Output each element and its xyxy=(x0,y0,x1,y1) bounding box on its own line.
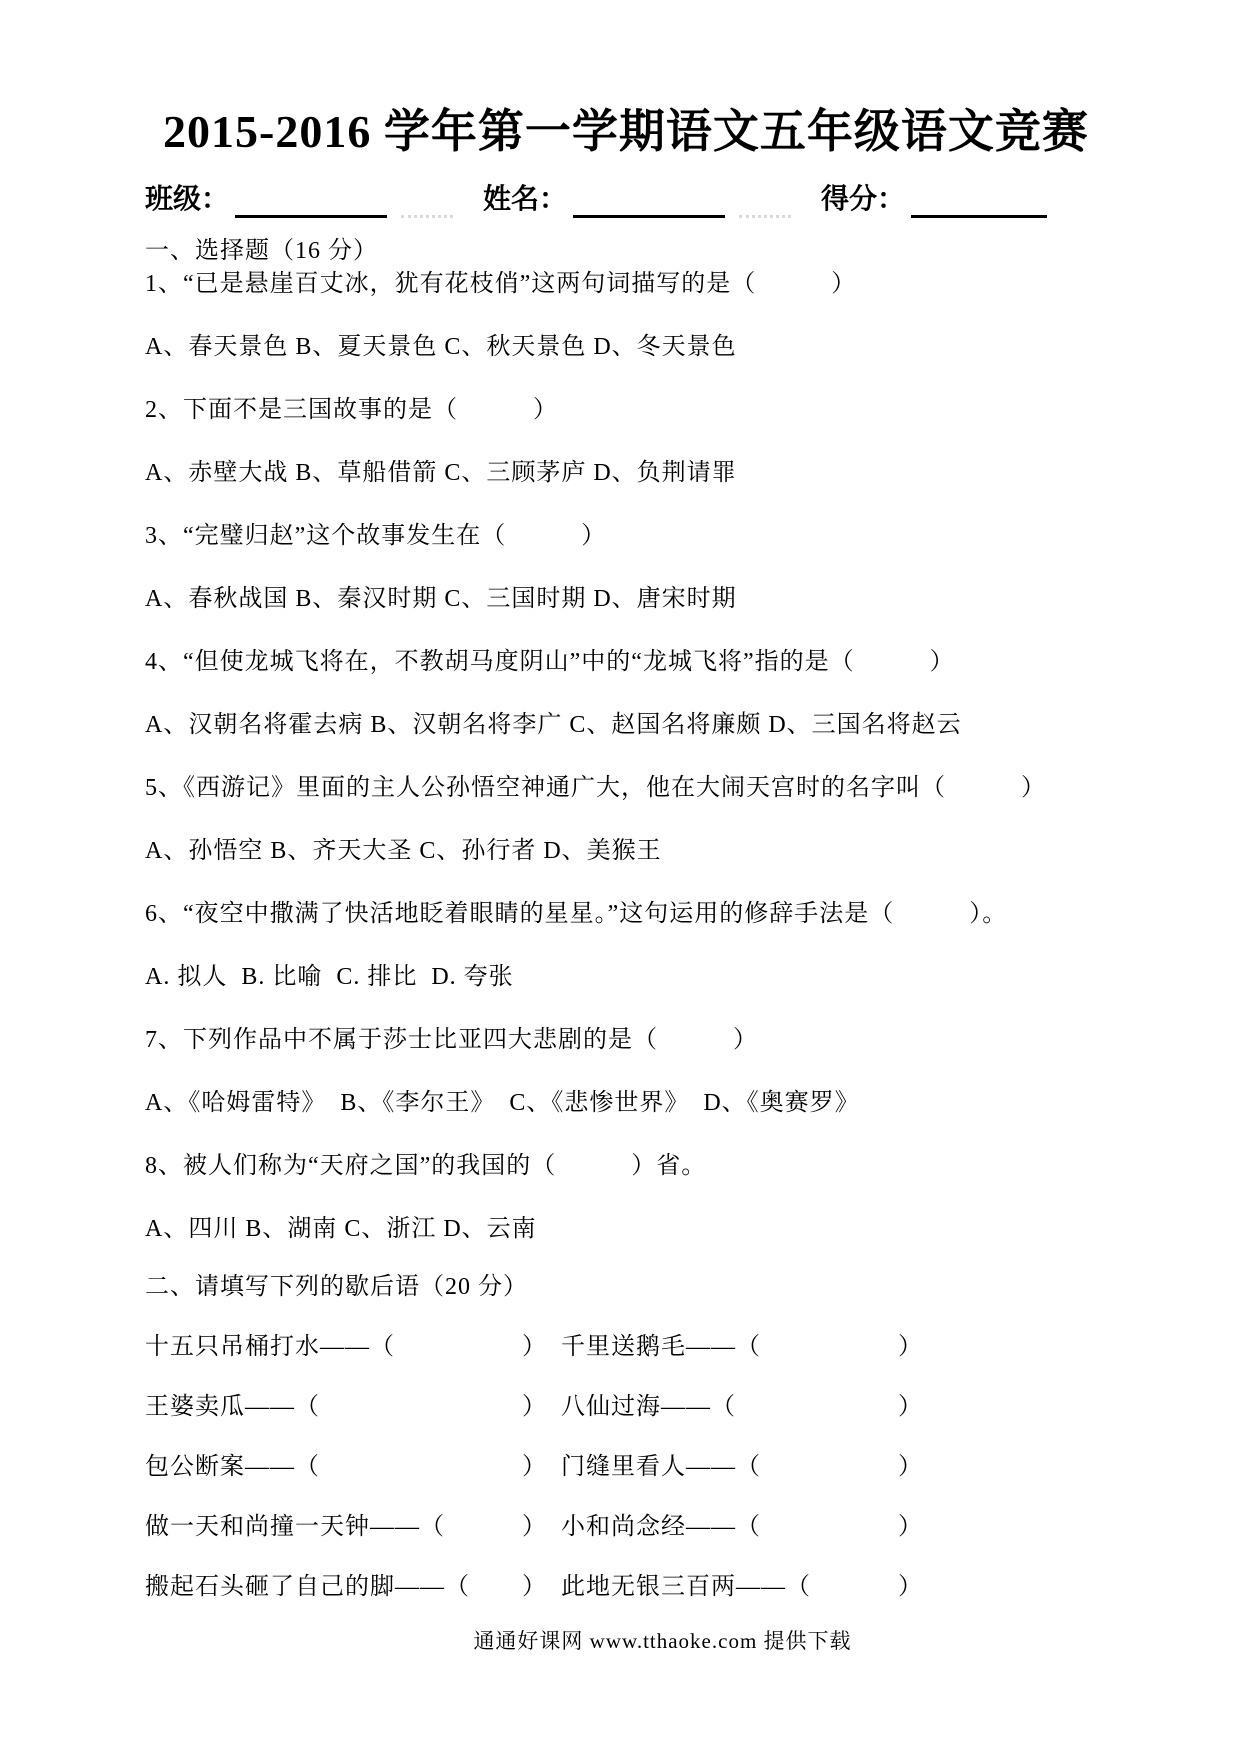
riddle-item xyxy=(145,1512,547,1542)
question-3-options: A、春秋战国 B、秦汉时期 C、三国时期 D、唐宋时期 xyxy=(145,586,737,612)
name-blank-line xyxy=(573,185,725,218)
riddle-item xyxy=(561,1512,923,1542)
riddle-item xyxy=(561,1572,923,1602)
question-4-options: A、汉朝名将霍去病 B、汉朝名将李广 C、赵国名将廉颇 D、三国名将赵云 xyxy=(145,712,962,738)
riddle-row-1 xyxy=(145,1332,1180,1362)
question-8-options: A、四川 B、湖南 C、浙江 D、云南 xyxy=(145,1216,537,1242)
question-2-text: 2、下面不是三国故事的是（ ） xyxy=(145,397,558,423)
riddle-row-3 xyxy=(145,1452,1180,1482)
riddle-item xyxy=(561,1452,923,1482)
question-6-text: 6、“夜空中撒满了快活地眨着眼睛的星星。”这句运用的修辞手法是（ ）。 xyxy=(145,901,1008,927)
riddle-close-paren: ） xyxy=(522,1454,547,1480)
riddle-item xyxy=(145,1572,547,1602)
student-info-row xyxy=(145,182,1180,218)
scan-artifact-dots xyxy=(739,191,791,218)
riddle-close-paren: ） xyxy=(522,1334,547,1360)
riddle-close-paren: ） xyxy=(898,1574,923,1600)
question-2-options: A、赤壁大战 B、草船借箭 C、三顾茅庐 D、负荆请罪 xyxy=(145,460,737,486)
question-1-options: A、春天景色 B、夏天景色 C、秋天景色 D、冬天景色 xyxy=(145,334,737,360)
score-label: 得分： xyxy=(821,184,906,215)
question-7-text: 7、下列作品中不属于莎士比亚四大悲剧的是（ ） xyxy=(145,1027,758,1053)
riddle-item xyxy=(145,1332,547,1362)
section1-heading: 一、选择题（16 分） xyxy=(145,238,378,264)
score-blank-line xyxy=(911,185,1047,218)
footer-watermark: 通通好课网 www.tthaoke.com 提供下载 xyxy=(473,1629,852,1653)
class-label: 班级： xyxy=(145,184,230,215)
scan-artifact-dots xyxy=(401,191,453,218)
riddle-stem: 王婆卖瓜——（ xyxy=(145,1394,320,1420)
question-7-options: A、《哈姆雷特》 B、《李尔王》 C、《悲惨世界》 D、《奥赛罗》 xyxy=(145,1090,860,1116)
riddle-stem: 此地无银三百两——（ xyxy=(561,1574,811,1600)
section2-heading: 二、请填写下列的歇后语（20 分） xyxy=(145,1274,528,1300)
class-blank-line xyxy=(235,185,387,218)
riddle-stem: 包公断案——（ xyxy=(145,1454,320,1480)
riddle-item xyxy=(145,1392,547,1422)
question-8-text: 8、被人们称为“天府之国”的我国的（ ）省。 xyxy=(145,1153,707,1179)
riddle-close-paren: ） xyxy=(898,1334,923,1360)
question-5-text: 5、《西游记》里面的主人公孙悟空神通广大，他在大闹天宫时的名字叫（ ） xyxy=(145,775,1046,801)
page-title: 2015-2016 学年第一学期语文五年级语文竞赛 xyxy=(163,106,1089,157)
question-3-text: 3、“完璧归赵”这个故事发生在（ ） xyxy=(145,523,607,549)
riddle-item xyxy=(145,1452,547,1482)
riddle-stem: 千里送鹅毛——（ xyxy=(561,1334,761,1360)
riddle-stem: 八仙过海——（ xyxy=(561,1394,736,1420)
question-4-text: 4、“但使龙城飞将在，不教胡马度阴山”中的“龙城飞将”指的是（ ） xyxy=(145,649,955,675)
riddle-close-paren: ） xyxy=(522,1394,547,1420)
riddle-close-paren: ） xyxy=(898,1454,923,1480)
riddle-row-5 xyxy=(145,1572,1180,1602)
riddle-stem: 十五只吊桶打水——（ xyxy=(145,1334,395,1360)
riddle-item xyxy=(561,1332,923,1362)
riddle-item xyxy=(561,1392,923,1422)
riddle-stem: 门缝里看人——（ xyxy=(561,1454,761,1480)
riddle-close-paren: ） xyxy=(898,1394,923,1420)
riddle-row-4 xyxy=(145,1512,1180,1542)
riddle-row-2 xyxy=(145,1392,1180,1422)
riddle-close-paren: ） xyxy=(898,1514,923,1540)
question-6-options: A. 拟人 B. 比喻 C. 排比 D. 夸张 xyxy=(145,964,514,990)
question-5-options: A、孙悟空 B、齐天大圣 C、孙行者 D、美猴王 xyxy=(145,838,662,864)
riddle-stem: 搬起石头砸了自己的脚——（ xyxy=(145,1574,470,1600)
question-1-text: 1、“已是悬崖百丈冰，犹有花枝俏”这两句词描写的是（ ） xyxy=(145,271,857,297)
riddle-stem: 小和尚念经——（ xyxy=(561,1514,761,1540)
riddle-stem: 做一天和尚撞一天钟——（ xyxy=(145,1514,445,1540)
riddle-close-paren: ） xyxy=(522,1514,547,1540)
name-label: 姓名： xyxy=(483,184,568,215)
riddle-close-paren: ） xyxy=(522,1574,547,1600)
